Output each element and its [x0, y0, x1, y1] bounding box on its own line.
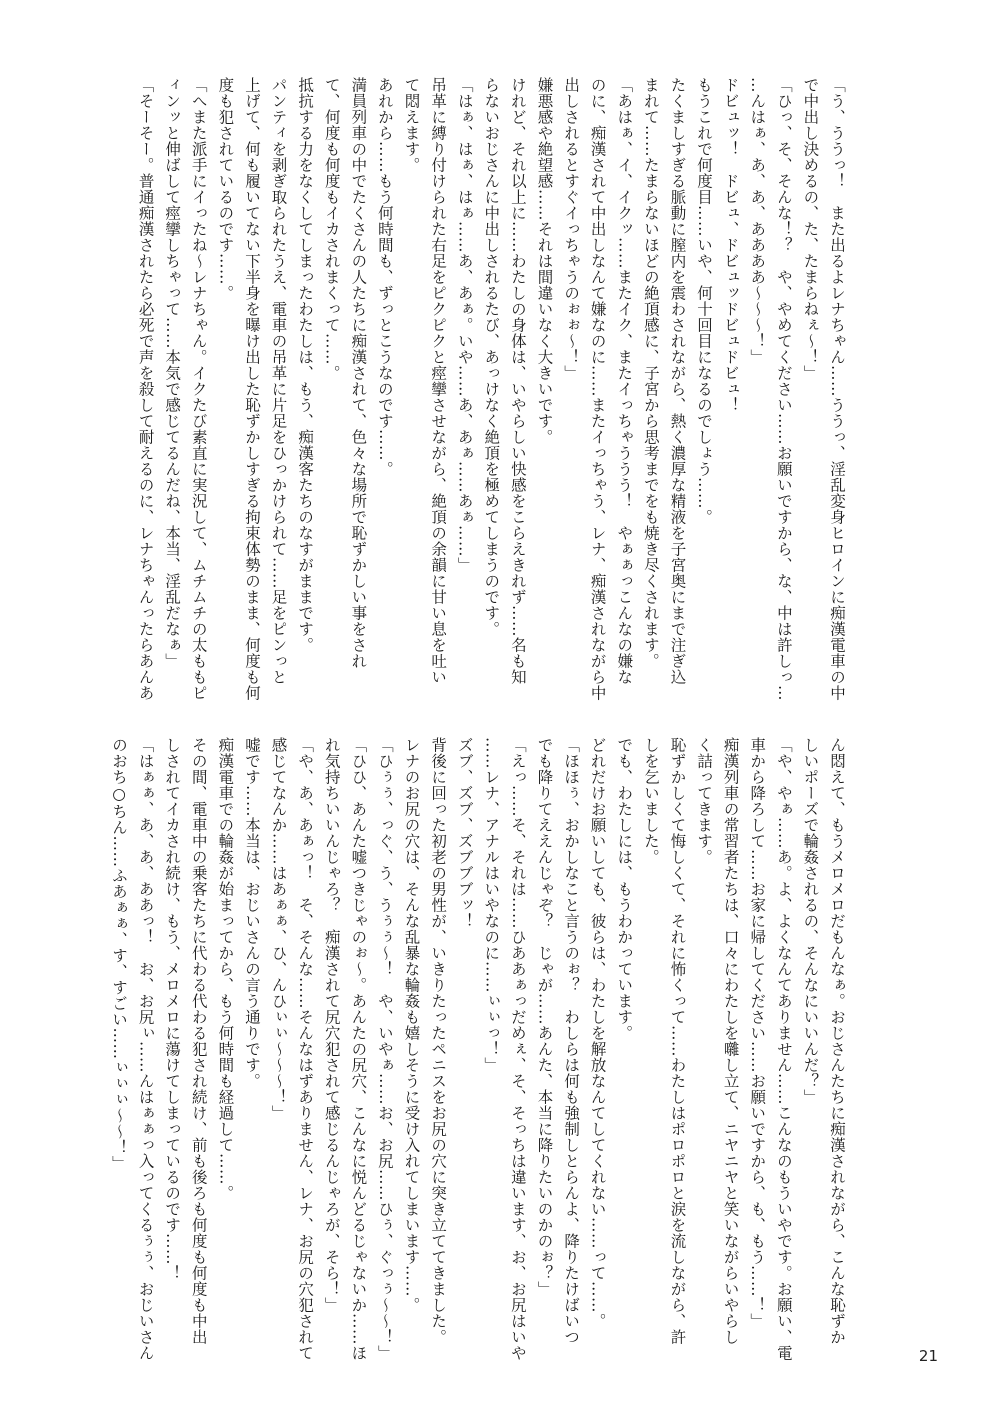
text-line: 出しされるとすぐイっちゃうのぉぉ〜！」 — [562, 77, 581, 381]
text-line: 「えっ……そ、それは……ひああぁっだめぇ、そ、そっちは違います、お、お尻はいや — [508, 737, 527, 1361]
text-line: 「ひひ、あんた嘘つきじゃのぉ〜。あんたの尻穴、こんなに悦んどるじゃないか……ほ — [349, 737, 368, 1361]
text-line: けれど、それ以上に……わたしの身体は、いやらしい快感をこらえきれず……名も知 — [508, 77, 527, 685]
text-line: しを乞いました。 — [641, 737, 660, 865]
text-line: ドビュッ！ ドビュ、ドビュッドビュドビュ！ — [721, 77, 740, 413]
top-text-block — [136, 77, 850, 701]
text-line: 嘘です……本当は、おじいさんの言う通りです。 — [242, 737, 261, 1089]
text-line: で中出し決めるの、た、たまらねぇ〜！」 — [801, 77, 820, 381]
text-line: 「へまた派手にイったね〜レナちゃん。イクたび素直に実況して、ムチムチの太ももピ — [189, 77, 208, 701]
text-line: 恥ずかしくて悔しくて、それに怖くって……わたしはポロポロと涙を流しながら、許 — [668, 737, 687, 1345]
text-line: 満員列車の中でたくさんの人たちに痴漢されて、色々な場所で恥ずかしい事をされ — [349, 77, 368, 669]
text-line: もうこれで何度目……いや、何十回目になるのでしょう……。 — [695, 77, 714, 525]
page-number: 21 — [918, 1347, 938, 1365]
text-line: 「う、ううっ！ また出るよレナちゃん……ううっ、淫乱変身ヒロインに痴漢電車の中 — [828, 77, 846, 701]
text-line: 痴漢電車での輪姦が始まってから、もう何時間も経過して……。 — [216, 737, 235, 1201]
text-line: らないおじさんに中出しされるたび、あっけなく絶頂を極めてしまうのです。 — [482, 77, 501, 637]
text-line: あれから……もう何時間も、ずっとこうなのです……。 — [375, 77, 394, 477]
bottom-text-block — [109, 737, 850, 1361]
text-line: でも、わたしには、もうわかっています。 — [615, 737, 634, 1041]
text-line: 「ひっ、そ、そんな！？ や、やめてください……お願いですから、な、中は許しっ… — [774, 77, 793, 701]
text-line: 「あはぁ、イ、イクッ……またイク、またイっちゃううう！ やぁぁっこんなの嫌な — [615, 77, 634, 685]
text-line: 「はぁ、はぁ、はぁ……あ、あぁ。いや……あ、あぁ……あぁ……」 — [455, 77, 474, 573]
text-line: 「そーそー。普通痴漢されたら必死で声を殺して耐えるのに、レナちゃんったらあんあ — [136, 77, 155, 701]
text-line: ズブ、ズブ、ズブブブッ！ — [455, 737, 474, 929]
text-line: その間、電車中の乗客たちに代わる代わる犯され続け、前も後ろも何度も何度も中出 — [189, 737, 208, 1345]
text-line: 度も犯されているのです……。 — [216, 77, 235, 301]
text-line: 「ひぅぅ、っぐ、う、うぅぅ〜！ や、いやぁ……お、お尻……ひぅ、ぐっぅ〜〜！」 — [375, 737, 394, 1361]
text-line: ん悶えて、もうメロメロだもんなぁ。おじさんたちに痴漢されながら、こんな恥ずか — [828, 737, 846, 1345]
text-line: のに、痴漢されて中出しなんて嫌なのに……またイっちゃう、レナ、痴漢されながら中 — [588, 77, 607, 701]
text-line: のおち○ちん……ふあぁぁ、す、すごい……ぃぃぃ〜〜！」 — [109, 737, 128, 1172]
text-line: 「はぁぁ、あ、あ、ああっ！ お、お尻ぃ……んはぁぁっ入ってくるぅぅ、おじいさん — [136, 737, 155, 1361]
text-line: たくましすぎる脈動に膣内を震わされながら、熱く濃厚な精液を子宮奥にまで注ぎ込 — [668, 77, 687, 685]
text-line: レナのお尻の穴は、そんな乱暴な輪姦も嬉しそうに受け入れてしまいます……。 — [402, 737, 421, 1313]
text-line: 嫌悪感や絶望感……それは間違いなく大きいです。 — [535, 77, 554, 445]
text-line: 吊革に縛り付けられた右足をピクピクと痙攣させながら、絶頂の余韻に甘い息を吐い — [429, 77, 448, 685]
text-line: 痴漢列車の常習者たちは、口々にわたしを囃し立て、ニヤニヤと笑いながらいやらし — [721, 737, 740, 1345]
text-line: て、何度も何度もイカされまくって……。 — [322, 77, 341, 381]
text-line: 感じてなんか……はあぁぁ、ひ、んひぃぃ〜〜〜！」 — [269, 737, 288, 1121]
text-line: れ気持ちいいんじゃろ？ 痴漢されて尻穴犯されて感じるんじゃろが、そら！」 — [322, 737, 341, 1313]
text-line: まれて……たまらないほどの絶頂感に、子宮から思考までをも焼き尽くされます。 — [641, 77, 660, 669]
text-line: 車から降ろして……お家に帰してください……お願いですから、も、もう……！」 — [748, 737, 767, 1329]
text-line: ……レナ、アナルはいやなのに……ぃぃっ！」 — [482, 737, 501, 1073]
text-line: どれだけお願いしても、彼らは、わたしを解放なんてしてくれない……って……。 — [588, 737, 607, 1329]
text-line: 「ほほぅ、おかしなこと言うのぉ？ わしらは何も強制しとらんよ、降りたけばいつ — [562, 737, 581, 1345]
text-line: パンティを剥ぎ取られたうえ、電車の吊革に片足をひっかけられて……足をピンっと — [269, 77, 288, 685]
text-line: でも降りてええんじゃぞ？ じゃが……あんた、本当に降りたいのかのぉ？」 — [535, 737, 554, 1297]
text-line: 「や、やぁ……あ。よ、よくなんてありません……こんなのもういやです。お願い、電 — [774, 737, 793, 1361]
text-line: て悶えます。 — [402, 77, 421, 173]
text-line: 背後に回った初老の男性が、いきりたったペニスをお尻の穴に突き立ててきました。 — [429, 737, 448, 1345]
text-line: く詰ってきます。 — [695, 737, 714, 865]
text-line: ィンッと伸ばして痙攣しちゃって……本気で感じてるんだね、本当、淫乱だなぁ」 — [163, 77, 182, 669]
text-line: …んはぁ、あ、あ、ああああ〜〜〜！」 — [748, 77, 767, 365]
text-line: 「や、あ、あぁっ！ そ、そんな……そんなはずありません、レナ、お尻の穴犯されて — [296, 737, 315, 1361]
text-line: しいポーズで輪姦されるの、そんなにいいんだ？」 — [801, 737, 820, 1105]
text-line: 上げて、何も履いてない下半身を曝け出した恥ずかしすぎる拘束体勢のまま、何度も何 — [242, 77, 261, 701]
text-line: 抵抗する力をなくしてしまったわたしは、もう、痴漢客たちのなすがままです。 — [296, 77, 315, 653]
text-line: しされてイカされ続け、もう、メロメロに蕩けてしまっているのです……！ — [163, 737, 182, 1281]
